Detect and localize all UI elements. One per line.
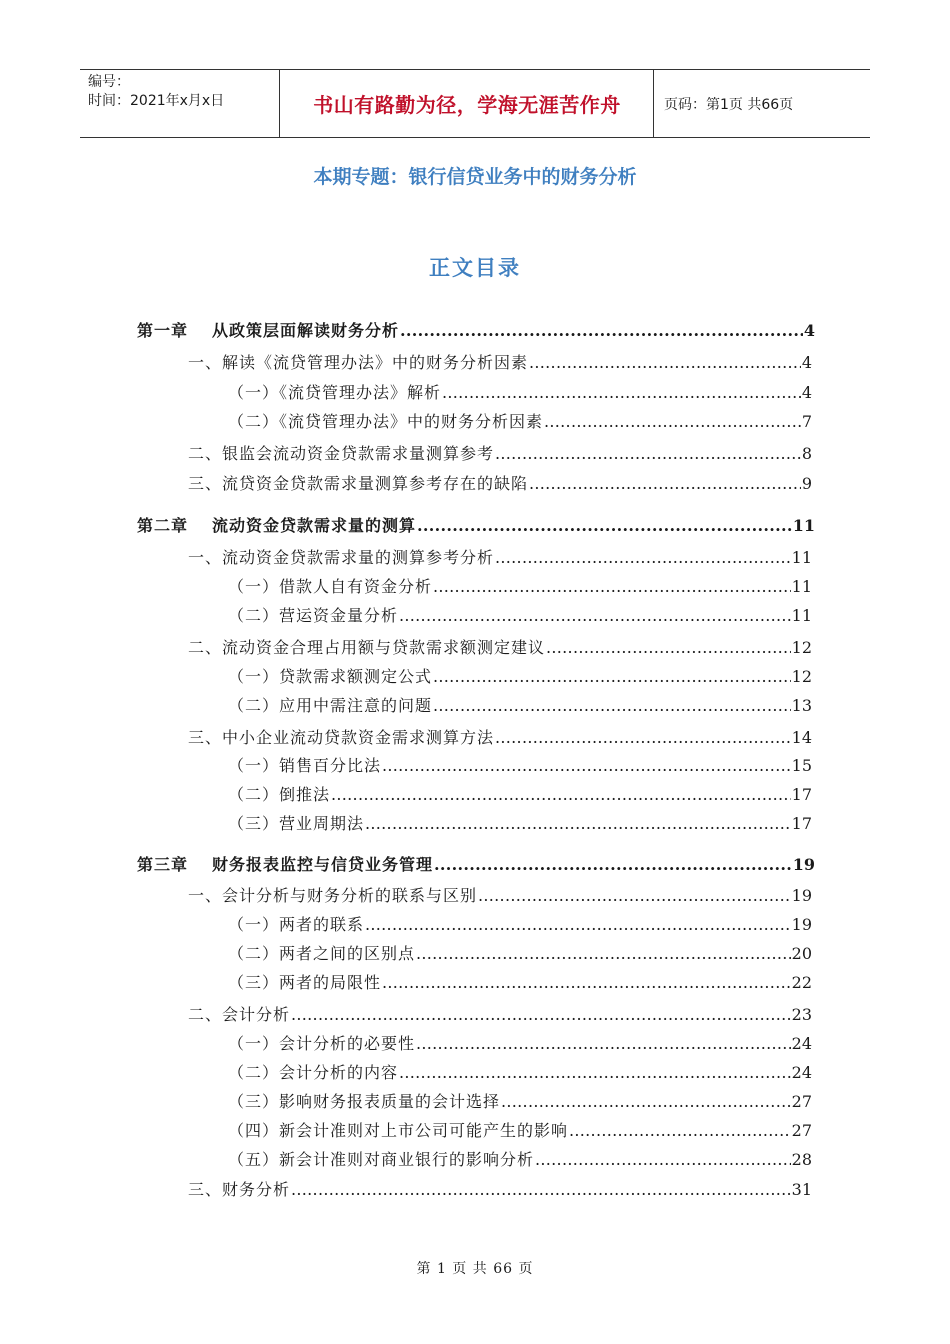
page-header [80, 69, 870, 138]
toc-page-number: 8 [801, 444, 812, 463]
header-motto: 书山有路勤为径，学海无涯苦作舟 [313, 93, 621, 117]
chapter-number: 第二章 [137, 516, 189, 535]
toc-entry-label: （一）会计分析的必要性 [228, 1034, 416, 1053]
toc-section[interactable] [188, 471, 812, 494]
toc-page-number: 11 [791, 577, 812, 596]
toc-leader-dots [433, 696, 791, 715]
toc-page-number: 14 [791, 728, 812, 747]
toc-subsection[interactable] [228, 941, 812, 964]
topic-title: 本期专题：银行信贷业务中的财务分析 [313, 166, 637, 188]
toc-subsection[interactable] [228, 1089, 812, 1112]
toc-leader-dots [416, 944, 791, 963]
toc-leader-dots [400, 321, 803, 340]
toc-section[interactable] [188, 350, 812, 373]
toc-subsection[interactable] [228, 380, 812, 403]
toc-leader-dots [433, 667, 791, 686]
toc-entry-label: 二、流动资金合理占用额与贷款需求额测定建议 [188, 638, 546, 657]
chapter-title: 财务报表监控与信贷业务管理 [212, 855, 434, 874]
toc-page-number: 11 [791, 548, 812, 567]
toc-subsection[interactable] [228, 664, 812, 687]
toc-leader-dots [433, 577, 791, 596]
toc-entry-label: 一、会计分析与财务分析的联系与区别 [188, 886, 478, 905]
toc-entry-label: （二）应用中需注意的问题 [228, 696, 433, 715]
toc-entry-label: （二）倒推法 [228, 785, 331, 804]
toc-leader-dots [495, 548, 791, 567]
chapter-title: 流动资金贷款需求量的测算 [212, 516, 417, 535]
toc-page-number: 11 [792, 516, 815, 535]
toc-page-number: 13 [791, 696, 812, 715]
toc-section[interactable] [188, 441, 812, 464]
toc-page-number: 23 [791, 1005, 812, 1024]
toc-page-number: 17 [791, 785, 812, 804]
toc-page-number: 22 [791, 973, 812, 992]
toc-leader-dots [546, 638, 791, 657]
toc-entry-label [137, 318, 399, 341]
toc-page-number: 17 [791, 814, 812, 833]
toc-entry-label [137, 852, 433, 875]
toc-entry-label: （二）营运资金量分析 [228, 606, 399, 625]
toc-leader-dots [442, 383, 801, 402]
toc-leader-dots [544, 412, 801, 431]
toc-entry-label: 三、流贷资金贷款需求量测算参考存在的缺陷 [188, 474, 529, 493]
toc-leader-dots [291, 1180, 791, 1199]
toc-leader-dots [495, 444, 801, 463]
toc-page-number: 27 [791, 1092, 812, 1111]
toc-entry-label: （一）借款人自有资金分析 [228, 577, 433, 596]
toc-entry-label: 一、流动资金贷款需求量的测算参考分析 [188, 548, 495, 567]
chapter-number: 第三章 [137, 855, 189, 874]
toc-leader-dots [365, 814, 791, 833]
toc-entry-label: 三、财务分析 [188, 1180, 291, 1199]
toc-subsection[interactable] [228, 1031, 812, 1054]
toc-page-number: 9 [801, 474, 812, 493]
toc-entry-label: （三）影响财务报表质量的会计选择 [228, 1092, 501, 1111]
toc-page-number: 4 [801, 383, 812, 402]
toc-entry-label: （一）贷款需求额测定公式 [228, 667, 433, 686]
toc-subsection[interactable] [228, 693, 812, 716]
toc-page-number: 19 [791, 915, 812, 934]
toc-entry-label: （一）两者的联系 [228, 915, 365, 934]
toc-page-number: 24 [791, 1063, 812, 1082]
chapter-title: 从政策层面解读财务分析 [212, 321, 400, 340]
toc-page-number: 27 [791, 1121, 812, 1140]
toc-section[interactable] [188, 1177, 812, 1200]
toc-chapter[interactable] [137, 513, 815, 536]
toc-section[interactable] [188, 545, 812, 568]
document-number: 编号： [88, 74, 130, 90]
toc-page-number: 4 [801, 353, 812, 372]
toc-subsection[interactable] [228, 1147, 812, 1170]
toc-page-number: 12 [791, 638, 812, 657]
toc-leader-dots [382, 756, 791, 775]
toc-leader-dots [382, 973, 791, 992]
toc-page-number: 31 [791, 1180, 812, 1199]
toc-page-number: 28 [791, 1150, 812, 1169]
toc-entry-label: 二、银监会流动资金贷款需求量测算参考 [188, 444, 495, 463]
toc-leader-dots [331, 785, 791, 804]
toc-page-number: 24 [791, 1034, 812, 1053]
toc-subsection[interactable] [228, 1060, 812, 1083]
toc-page-number: 7 [801, 412, 812, 431]
toc-entry-label: （二）两者之间的区别点 [228, 944, 416, 963]
toc-section[interactable] [188, 635, 812, 658]
toc-subsection[interactable] [228, 409, 812, 432]
toc-section[interactable] [188, 1002, 812, 1025]
toc-entry-label: （三）两者的局限性 [228, 973, 382, 992]
toc-entry-label: （一）《流贷管理办法》解析 [228, 383, 442, 402]
document-time: 时间：2021年x月x日 [88, 93, 225, 109]
toc-leader-dots [417, 516, 792, 535]
toc-leader-dots [529, 474, 801, 493]
toc-page-number: 12 [791, 667, 812, 686]
toc-subsection[interactable] [228, 782, 812, 805]
toc-subsection[interactable] [228, 1118, 812, 1141]
toc-leader-dots [569, 1121, 791, 1140]
chapter-number: 第一章 [137, 321, 189, 340]
toc-page-number: 20 [791, 944, 812, 963]
toc-entry-label: 一、解读《流贷管理办法》中的财务分析因素 [188, 353, 529, 372]
toc-subsection[interactable] [228, 811, 812, 834]
toc-subsection[interactable] [228, 753, 812, 776]
toc-leader-dots [478, 886, 791, 905]
toc-leader-dots [495, 728, 791, 747]
toc-leader-dots [434, 855, 792, 874]
toc-chapter[interactable] [137, 318, 815, 341]
toc-leader-dots [529, 353, 801, 372]
toc-page-number: 4 [803, 321, 815, 340]
toc-subsection[interactable] [228, 603, 812, 626]
toc-entry-label [137, 513, 416, 536]
toc-leader-dots [535, 1150, 791, 1169]
toc-page-number: 19 [792, 855, 815, 874]
header-motto-cell [281, 70, 654, 137]
header-meta [80, 70, 280, 137]
toc-chapter[interactable] [137, 852, 815, 875]
toc-page-number: 11 [791, 606, 812, 625]
toc-leader-dots [416, 1034, 791, 1053]
toc-subsection[interactable] [228, 912, 812, 935]
toc-leader-dots [501, 1092, 791, 1111]
toc-entry-label: （五）新会计准则对商业银行的影响分析 [228, 1150, 535, 1169]
toc-entry-label: 二、会计分析 [188, 1005, 291, 1024]
toc-entry-label: （三）营业周期法 [228, 814, 365, 833]
page-footer: 第 1 页 共 66 页 [416, 1261, 534, 1277]
toc-title: 正文目录 [429, 256, 521, 280]
toc-leader-dots [399, 1063, 791, 1082]
toc-entry-label: （四）新会计准则对上市公司可能产生的影响 [228, 1121, 569, 1140]
toc-section[interactable] [188, 725, 812, 748]
toc-section[interactable] [188, 883, 812, 906]
toc-entry-label: （二）《流贷管理办法》中的财务分析因素 [228, 412, 544, 431]
header-page-info: 页码：第1页 共66页 [664, 96, 794, 113]
toc-page-number: 19 [791, 886, 812, 905]
toc-subsection[interactable] [228, 574, 812, 597]
toc-leader-dots [399, 606, 791, 625]
toc-subsection[interactable] [228, 970, 812, 993]
toc-leader-dots [365, 915, 791, 934]
toc-page-number: 15 [791, 756, 812, 775]
toc-entry-label: 三、中小企业流动贷款资金需求测算方法 [188, 728, 495, 747]
toc-leader-dots [291, 1005, 791, 1024]
toc-entry-label: （二）会计分析的内容 [228, 1063, 399, 1082]
toc-entry-label: （一）销售百分比法 [228, 756, 382, 775]
